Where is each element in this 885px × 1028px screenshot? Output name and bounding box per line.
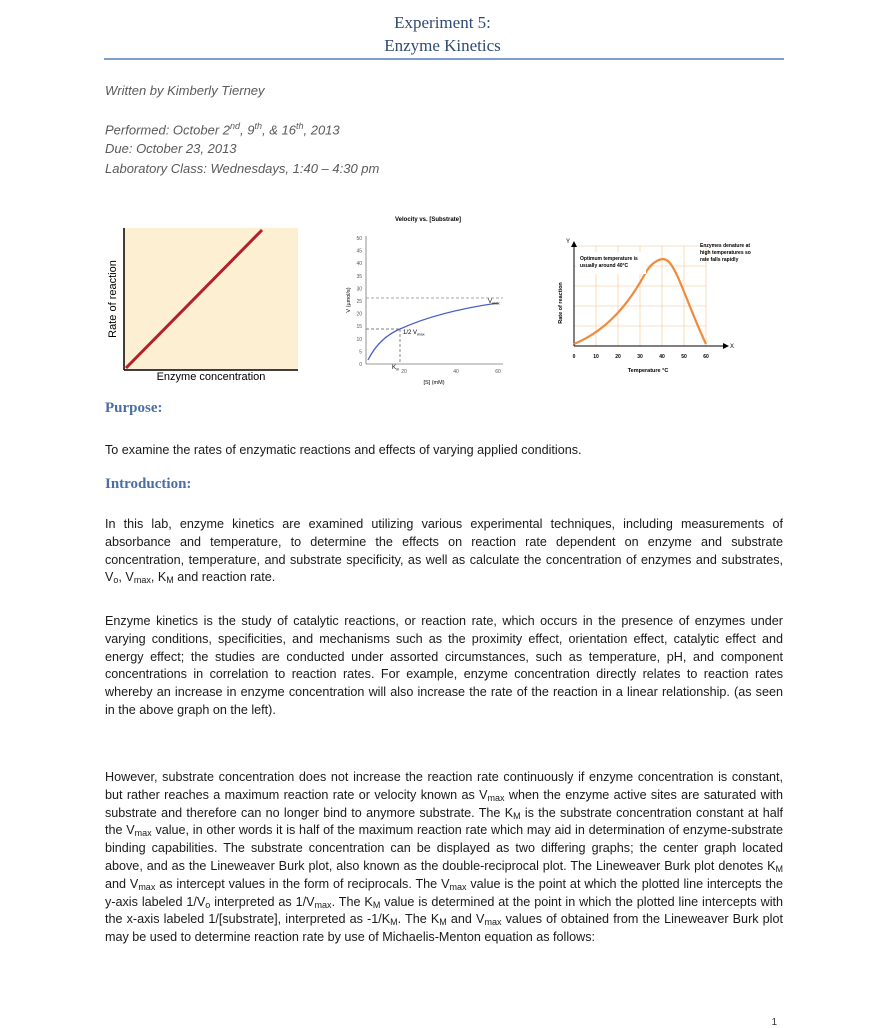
x-tick-label: 50 <box>681 354 687 360</box>
y-tick-label: 40 <box>356 261 362 268</box>
enzyme-concentration-graph <box>102 222 304 384</box>
y-axis-label: Rate of reaction <box>107 260 119 338</box>
km-label: $K_m$ <box>392 365 400 372</box>
x-tick-label: 20 <box>401 369 407 375</box>
chart-title: Velocity vs. [Substrate] <box>394 217 462 223</box>
y-tick-label: 5 <box>359 349 362 356</box>
vmax-label: $V_{max}$ <box>488 299 500 306</box>
lab-class-line: Laboratory Class: Wednesdays, 1:40 – 4:30 pm <box>105 161 380 176</box>
optimum-note-line2: usually around 40°C <box>580 263 629 269</box>
y-tick-label: 0 <box>359 362 362 368</box>
intro-paragraph-3: However, substrate concentration does not increase the reaction rate continuously if enzyme concentration is constant, but rather reaches a maximum reaction rate or velocity known as $V_{max}$ when the enzyme active sites are saturated with substrate and therefore can no longer bind to anymore substrate. The $K_M$ is the substrate concentration constant at half the $V_{max}$ value, in other words it is half of the maximum reaction rate which may aid in determination of enzyme-substrate binding capabilities. The substrate concentration can be displayed as two differing graphs; the center graph located above, and as the Lineweaver Burk plot, also known as the double-reciprocal plot. The Lineweaver Burk plot denotes $K_M$ and $V_{max}$ as intercept values in the form of reciprocals. The $V_{max}$ value is the point at which the plotted line intercepts the y-axis labeled $1/V_o$ interpreted as $1/V_{max}$. The $K_M$ value is determined at the point in which the plotted line intercepts with the x-axis labeled 1/[substrate], interpreted as $-1/K_M$. The $K_M$ and $V_{max}$ values of obtained from the Lineweaver Burk plot may be used to determine reaction rate by use of Michaelis-Menton equation as follows: <box>105 770 783 945</box>
page-number: 1 <box>771 1017 777 1028</box>
y-tick-label: 10 <box>356 336 362 343</box>
temperature-graph <box>548 228 780 380</box>
velocity-substrate-graph <box>338 210 514 388</box>
due-line: Due: October 23, 2013 <box>105 141 237 156</box>
purpose-heading: Purpose: <box>105 400 163 416</box>
x-tick-label: 60 <box>703 354 709 360</box>
y-tick-label: 20 <box>356 311 362 318</box>
half-vmax-label: 1/2 $V_{max}$ <box>403 330 425 337</box>
y-tick-label: 15 <box>356 324 362 331</box>
document-title-line2: Enzyme Kinetics <box>384 36 501 55</box>
x-axis-label: Enzyme concentration <box>156 371 266 383</box>
x-tick-label: 20 <box>615 354 621 360</box>
x-axis-label: [S] (mM) <box>423 380 445 386</box>
y-tick-label: 35 <box>356 273 362 280</box>
introduction-heading: Introduction: <box>105 476 192 492</box>
y-axis-letter: Y <box>565 239 570 245</box>
x-tick-label: 40 <box>659 354 665 360</box>
x-tick-labels <box>401 369 501 375</box>
x-tick-label: 0 <box>572 354 576 360</box>
michaelis-menten-curve <box>368 303 498 360</box>
optimum-note-line1: Optimum temperature is <box>580 256 638 262</box>
x-axis-label: Temperature °C <box>627 368 669 374</box>
denature-note-line3: rate falls rapidly <box>700 257 739 263</box>
denature-note-line1: Enzymes denature at <box>700 243 751 249</box>
performed-line: Performed: October 2nd, 9th, & 16th, 2013 <box>105 121 340 138</box>
x-tick-label: 30 <box>637 354 643 360</box>
y-tick-label: 50 <box>356 236 362 242</box>
y-tick-labels <box>356 236 362 368</box>
x-tick-label: 60 <box>495 369 501 375</box>
y-tick-label: 30 <box>356 286 362 293</box>
title-divider <box>104 58 784 60</box>
document-title-line1: Experiment 5: <box>394 13 491 32</box>
y-axis-label: Rate of reaction <box>558 282 564 324</box>
graph-background <box>124 228 298 370</box>
y-tick-label: 25 <box>356 299 362 305</box>
author-line: Written by Kimberly Tierney <box>105 83 265 98</box>
denature-note-line2: high temperatures so <box>700 250 751 256</box>
intro-paragraph-1: In this lab, enzyme kinetics are examined utilizing various experimental techniques, including measurements of absorbance and temperature, to determine the effects on reaction rate dependent on enzyme and substrate concentration, temperature, and substrate specificity, as well as calculate the concentration of enzymes and substrates, $V_o$, $V_{max}$, $K_M$ and reaction rate. <box>105 517 783 586</box>
intro-paragraph-2: Enzyme kinetics is the study of catalytic reactions, or reaction rate, which occurs in the presence of enzymes under varying conditions, specificities, and mechanisms such as the proximity effect, orientation effect, catalytic effect and energy effect; the studies are conducted under assorted circumstances, such as temperature, pH, and component concentrations in correlation to reaction rates. For example, enzyme concentration directly relates to reaction rates whereby an increase in enzyme concentration will also increase the rate of the reaction in a linear relationship. (as seen in the above graph on the left). <box>105 614 783 717</box>
x-tick-labels <box>573 354 709 360</box>
x-axis-letter: X <box>730 344 735 350</box>
y-axis-label: V (µmol/s) <box>346 287 352 313</box>
y-tick-label: 45 <box>356 248 362 255</box>
purpose-text: To examine the rates of enzymatic reactions and effects of varying applied conditions. <box>105 443 582 457</box>
x-tick-label: 40 <box>453 369 459 375</box>
x-tick-label: 10 <box>593 354 599 360</box>
